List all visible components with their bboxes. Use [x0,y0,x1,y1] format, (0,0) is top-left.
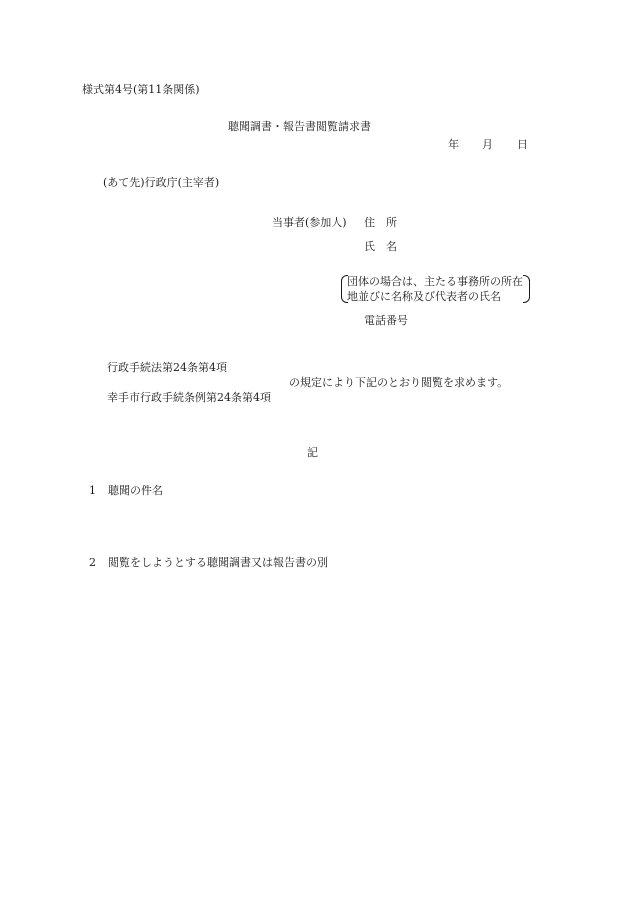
applicant-role-label: 当事者(参加人) [272,216,347,229]
ki-heading: 記 [307,446,318,459]
form-number: 様式第4号(第11条関係) [82,83,200,96]
item-1-number: 1 [89,484,96,497]
item-2-number: 2 [89,556,96,569]
organization-note-line1: 団体の場合は、主たる事務所の所在 [347,275,523,288]
item-1-text: 聴聞の件名 [108,484,163,497]
address-label: 住 所 [364,216,397,229]
date-month-label: 月 [482,138,493,151]
item-2-text: 閲覧をしようとする聴聞調書又は報告書の別 [108,556,328,569]
date-year-label: 年 [448,138,459,151]
request-text: の規定により下記のとおり閲覧を求めます。 [289,376,509,389]
law-reference-1: 行政手続法第24条第4項 [107,361,227,374]
date-day-label: 日 [517,138,528,151]
right-bracket [523,275,530,303]
name-label: 氏 名 [364,240,397,253]
phone-label: 電話番号 [364,314,408,327]
addressee: (あて先)行政庁(主宰者) [103,176,220,189]
document-title: 聴聞調書・報告書閲覧請求書 [228,120,371,133]
law-reference-2: 幸手市行政手続条例第24条第4項 [107,391,271,404]
organization-note-line2: 地並びに名称及び代表者の氏名 [347,290,501,303]
